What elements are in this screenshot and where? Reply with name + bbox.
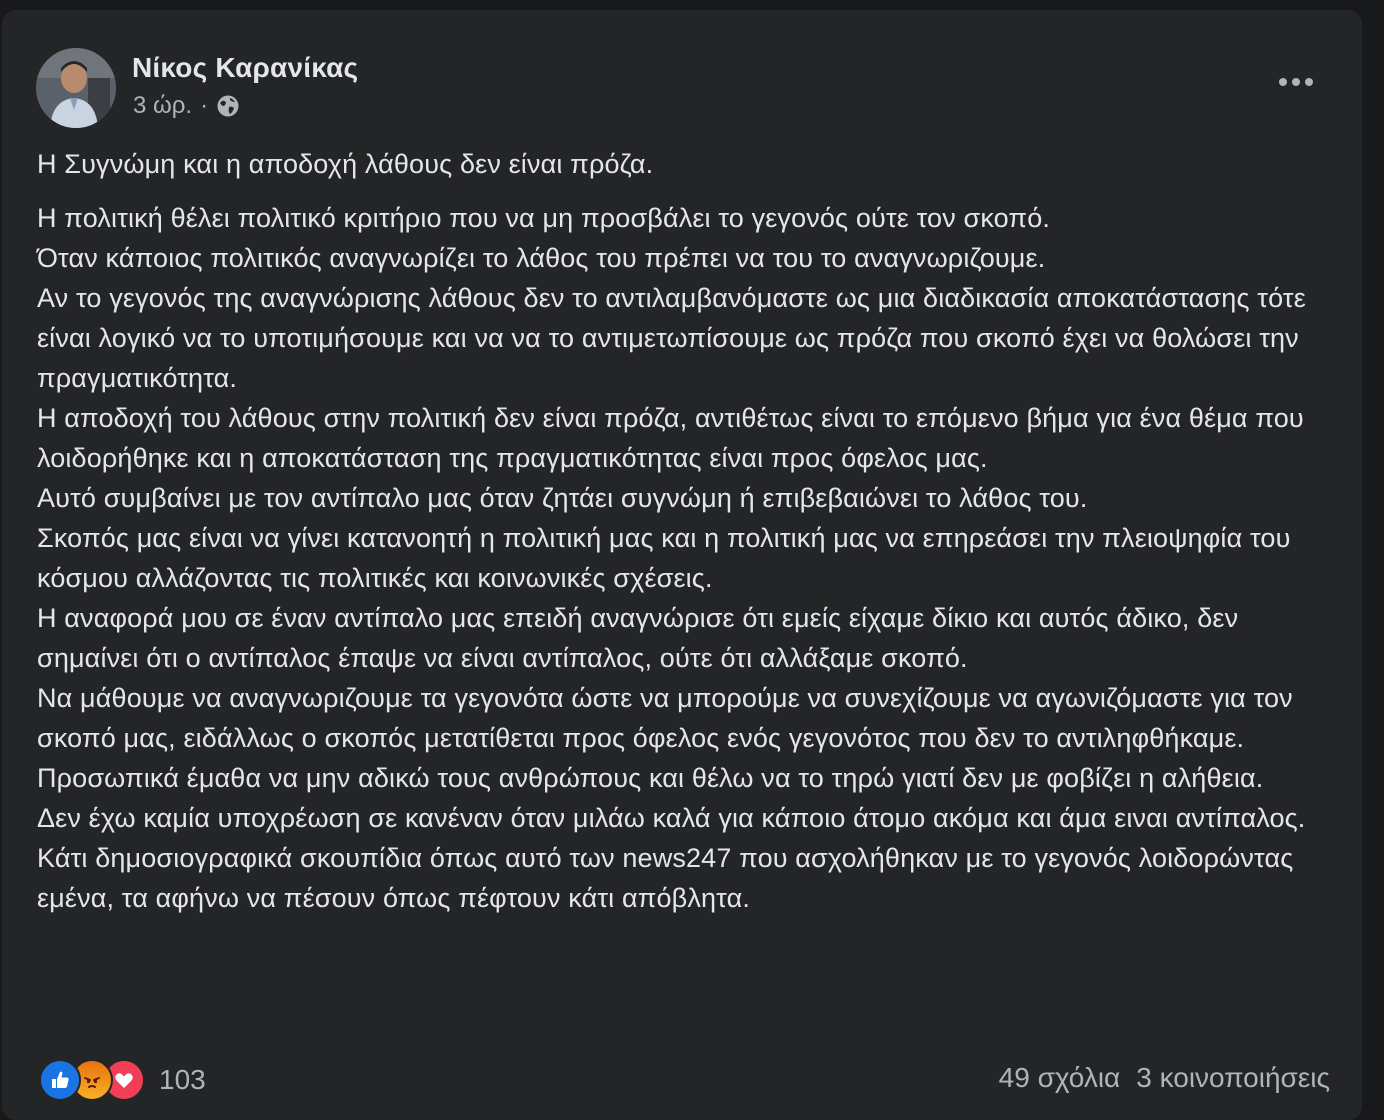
more-options-button[interactable] [1268, 64, 1324, 100]
shares-count[interactable]: 3 κοινοποιήσεις [1136, 1062, 1330, 1093]
post-paragraph: Όταν κάποιος πολιτικός αναγνωρίζει το λάθος του πρέπει να του το αναγνωριζουμε. [37, 243, 1046, 273]
meta-separator: · [200, 92, 209, 119]
comments-count[interactable]: 49 σχόλια [998, 1062, 1121, 1093]
post-body [37, 144, 1337, 918]
post-paragraph: Δεν έχω καμία υποχρέωση σε κανέναν όταν μιλάω καλά για κάποιο άτομο ακόμα και άμα ειναι αντίπαλος. [37, 803, 1306, 833]
post-paragraph: Αν το γεγονός της αναγνώρισης λάθους δεν το αντιλαμβανόμαστε ως μια διαδικασία αποκατάστασης τότε είναι λογικό να το υποτιμήσουμε και να να το αντιμετωπίσουμε ως πρόζα που σκοπό έχει να θολώσει την πραγματικότητα. [37, 283, 1306, 393]
avatar[interactable] [36, 48, 116, 128]
post-stats [999, 1062, 1330, 1094]
post-paragraph: Κάτι δημοσιογραφικά σκουπίδια όπως αυτό των news247 που ασχολήθηκαν με το γεγονός λοιδορώντας εμένα, τα αφήνω να πέσουν όπως πέφτουν κάτι απόβλητα. [37, 843, 1294, 913]
globe-icon[interactable] [216, 94, 240, 118]
author-name[interactable]: Νίκος Καρανίκας [132, 52, 359, 83]
post-paragraph: Σκοπός μας είναι να γίνει κατανοητή η πολιτική μας και η πολιτική μας να επηρεάσει την πλειοψηφία του κόσμου αλλάζοντας τις πολιτικές και κοινωνικές σχέσεις. [37, 523, 1291, 593]
post-card [2, 10, 1362, 1120]
post-paragraph-heading: Η Συγνώμη και η αποδοχή λάθους δεν είναι πρόζα. [37, 149, 654, 179]
post-paragraph: Αυτό συμβαίνει με τον αντίπαλο μας όταν ζητάει συγνώμη ή επιβεβαιώνει το λάθος του. [37, 483, 1088, 513]
post-paragraph: Να μάθουμε να αναγνωριζουμε τα γεγονότα ώστε να μπορούμε να συνεχίζουμε να αγωνιζόμαστε για τον σκοπό μας, ειδάλλως ο σκοπός μετατίθεται προς όφελος ενός γεγονότος που δεν το αντιληφθήκαμε. [37, 683, 1293, 753]
reactions-summary[interactable] [39, 1059, 206, 1101]
more-options-icon [1278, 77, 1314, 87]
post-meta [133, 92, 240, 120]
post-paragraph: Η αποδοχή του λάθους στην πολιτική δεν είναι πρόζα, αντιθέτως είναι το επόμενο βήμα για ένα θέμα που λοιδορήθηκε και η αποκατάσταση της πραγματικότητας είναι προς όφελος μας. [37, 403, 1304, 473]
post-paragraph: Προσωπικά έμαθα να μην αδικώ τους ανθρώπους και θέλω να το τηρώ γιατί δεν με φοβίζει η αλήθεια. [37, 763, 1264, 793]
profile-photo [36, 48, 116, 128]
post-time[interactable]: 3 ώρ. [133, 92, 193, 119]
like-icon [39, 1059, 81, 1101]
reaction-count[interactable]: 103 [159, 1064, 206, 1095]
post-paragraph: Η πολιτική θέλει πολιτικό κριτήριο που να μη προσβάλει το γεγονός ούτε τον σκοπό. [37, 203, 1051, 233]
post-paragraph: Η αναφορά μου σε έναν αντίπαλο μας επειδή αναγνώρισε ότι εμείς είχαμε δίκιο και αυτός άδικο, δεν σημαίνει ότι ο αντίπαλος έπαψε να είναι αντίπαλος, ούτε ότι αλλάξαμε σκοπό. [37, 603, 1239, 673]
